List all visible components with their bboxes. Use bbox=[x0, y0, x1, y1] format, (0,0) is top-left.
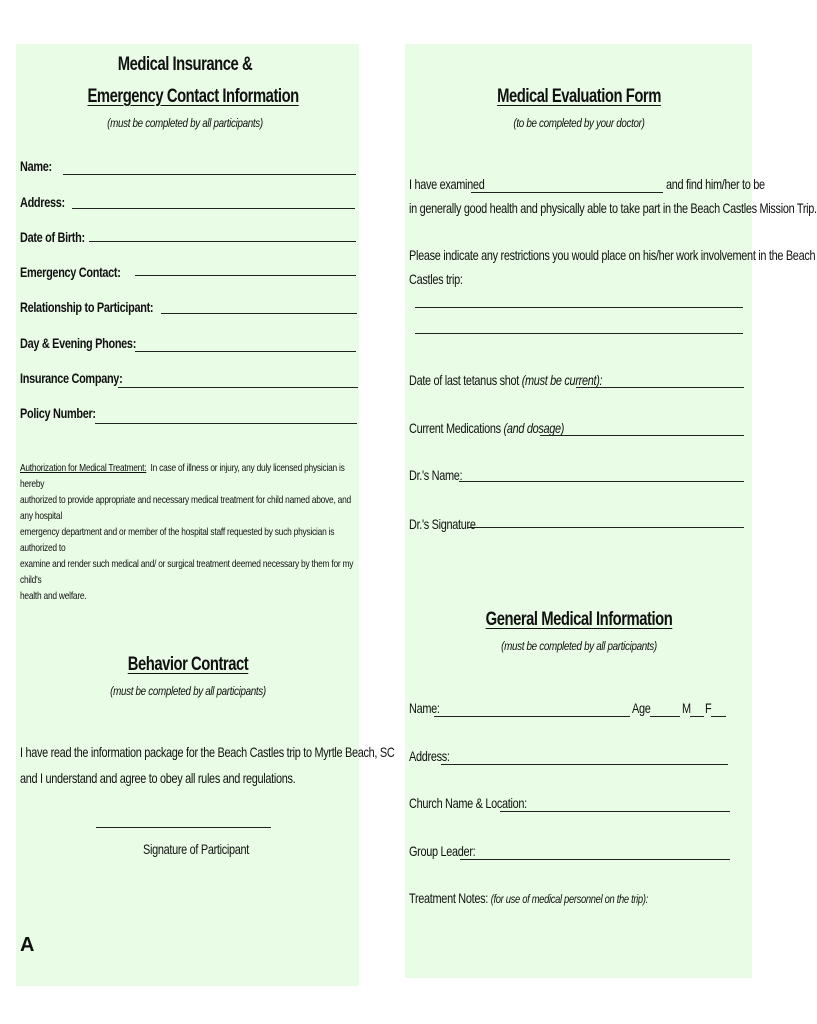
address-field[interactable] bbox=[72, 208, 355, 209]
medications-field[interactable] bbox=[540, 435, 744, 436]
examined-suffix: and find him/her to be bbox=[666, 176, 765, 192]
behavior-text-line1: I have read the information package for the Beach Castles trip to Myrtle Beach, SC bbox=[20, 744, 395, 760]
behavior-title: Behavior Contract bbox=[127, 654, 249, 675]
examined-patient-field[interactable] bbox=[471, 192, 663, 193]
treatment-notes-note: (for use of medical personnel on the trip): bbox=[490, 892, 648, 906]
leader-label: Group Leader: bbox=[409, 843, 476, 859]
authorization-text-2: authorized to provide appropriate and necessary medical treatment for child named above, and any hospital bbox=[20, 494, 351, 522]
examined-prefix: I have examined bbox=[409, 176, 485, 192]
address-label: Address: bbox=[20, 194, 65, 210]
f-label: F bbox=[705, 700, 712, 716]
phones-field[interactable] bbox=[135, 351, 356, 352]
relationship-label: Relationship to Participant: bbox=[20, 299, 154, 315]
policy-number-label: Policy Number: bbox=[20, 405, 96, 421]
restrictions-field-2[interactable] bbox=[415, 333, 743, 334]
tetanus-note: (must be current): bbox=[521, 372, 603, 388]
insurance-company-label: Insurance Company: bbox=[20, 370, 123, 386]
phones-label: Day & Evening Phones: bbox=[20, 335, 137, 351]
treatment-notes-label: Treatment Notes: (for use of medical personnel on the trip): bbox=[409, 890, 648, 906]
general-name-field[interactable] bbox=[434, 716, 630, 717]
tetanus-field[interactable] bbox=[576, 387, 744, 388]
dr-signature-field[interactable] bbox=[467, 527, 744, 528]
general-name-label: Name: bbox=[409, 700, 440, 716]
general-title: General Medical Information bbox=[485, 609, 673, 630]
restrictions-line1: Please indicate any restrictions you would place on his/her work involvement in the Beach bbox=[409, 247, 816, 263]
church-label: Church Name & Location: bbox=[409, 795, 527, 811]
authorization-text-3: emergency department and or member of the hospital staff requested by such physician is authorized to bbox=[20, 526, 335, 554]
participant-signature-field[interactable] bbox=[96, 827, 271, 828]
authorization-text-1: In case of illness or injury, any duly licensed physician is hereby bbox=[20, 462, 345, 490]
behavior-text-line2: and I understand and agree to obey all rules and regulations. bbox=[20, 770, 296, 786]
evaluation-subtitle: (to be completed by your doctor) bbox=[513, 116, 645, 130]
age-label: Age bbox=[632, 700, 651, 716]
church-field[interactable] bbox=[500, 811, 730, 812]
m-field[interactable] bbox=[690, 716, 704, 717]
tetanus-label: Date of last tetanus shot (must be current): bbox=[409, 372, 603, 388]
medications-note: (and dosage) bbox=[503, 420, 565, 436]
dr-signature-label: Dr.'s Signature bbox=[409, 516, 476, 532]
restrictions-field-1[interactable] bbox=[415, 307, 743, 308]
general-address-label: Address: bbox=[409, 748, 450, 764]
age-field[interactable] bbox=[650, 716, 680, 717]
policy-number-field[interactable] bbox=[95, 423, 357, 424]
relationship-field[interactable] bbox=[161, 313, 357, 314]
authorization-text-4: examine and render such medical and/ or surgical treatment deemed necessary by them for my child's bbox=[20, 558, 354, 586]
f-field[interactable] bbox=[711, 716, 726, 717]
restrictions-line2: Castles trip: bbox=[409, 271, 463, 287]
name-field[interactable] bbox=[63, 174, 356, 175]
examined-line2: in generally good health and physically able to take part in the Beach Castles Mission Trip. bbox=[409, 200, 817, 216]
name-label: Name: bbox=[20, 158, 52, 174]
dob-label: Date of Birth: bbox=[20, 229, 85, 245]
page-marker: A bbox=[20, 934, 35, 956]
authorization-text-5: health and welfare. bbox=[20, 590, 87, 602]
leader-field[interactable] bbox=[460, 859, 730, 860]
dr-name-label: Dr.'s Name: bbox=[409, 467, 463, 483]
dr-name-field[interactable] bbox=[459, 481, 744, 482]
insurance-subtitle: (must be completed by all participants) bbox=[107, 116, 263, 130]
medications-label: Current Medications (and dosage) bbox=[409, 420, 565, 436]
emergency-contact-label: Emergency Contact: bbox=[20, 264, 121, 280]
general-subtitle: (must be completed by all participants) bbox=[501, 639, 657, 653]
dob-field[interactable] bbox=[89, 241, 356, 242]
participant-signature-label: Signature of Participant bbox=[143, 841, 250, 857]
authorization-heading: Authorization for Medical Treatment: bbox=[20, 462, 147, 474]
general-address-field[interactable] bbox=[441, 764, 728, 765]
insurance-title-line1: Medical Insurance & bbox=[117, 54, 253, 75]
m-label: M bbox=[682, 700, 691, 716]
emergency-contact-field[interactable] bbox=[135, 275, 356, 276]
authorization-paragraph bbox=[20, 460, 356, 604]
evaluation-title: Medical Evaluation Form bbox=[497, 86, 661, 107]
behavior-subtitle: (must be completed by all participants) bbox=[110, 684, 266, 698]
insurance-company-field[interactable] bbox=[118, 387, 358, 388]
insurance-title-line2: Emergency Contact Information bbox=[87, 86, 299, 107]
